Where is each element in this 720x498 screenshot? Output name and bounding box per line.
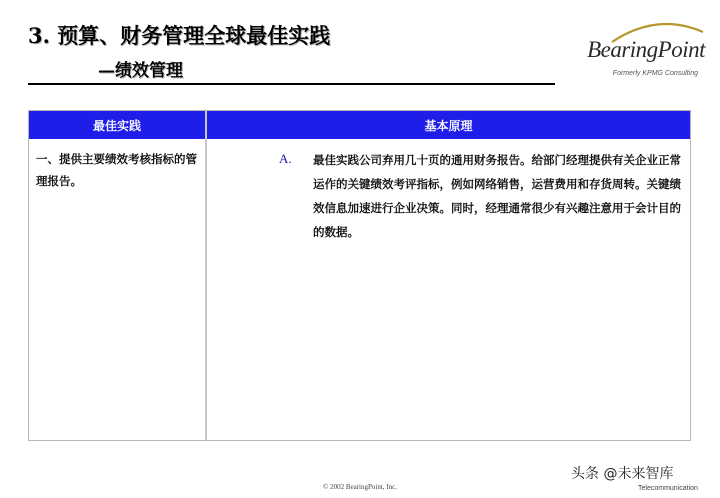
- column-header-principle: 基本原理: [207, 111, 690, 139]
- logo-wordmark: BearingPoint: [587, 37, 705, 62]
- principle-cell: 最佳实践公司弃用几十页的通用财务报告。给部门经理提供有关企业正常运作的关键绩效考评指标，例如网络销售，运营费用和存货周转。关键绩效信息加速进行企业决策。同时，经理通常很少有兴趣注意用于会计目的的数据。: [313, 153, 681, 239]
- column-divider: [205, 111, 207, 440]
- logo-tagline: Formerly KPMG Consulting: [612, 70, 698, 77]
- footer-sub-label: Telecommunication: [638, 485, 698, 492]
- company-logo: [570, 18, 705, 82]
- principle-marker: A.: [279, 151, 292, 166]
- page-subtitle: —绩效管理: [98, 61, 183, 81]
- practice-cell: 一、提供主要绩效考核指标的管理报告。: [36, 152, 197, 188]
- watermark: 头条 @未来智库: [571, 466, 674, 482]
- title-underline: [28, 83, 555, 85]
- copyright-footer: © 2002 BearingPoint, Inc.: [323, 483, 397, 491]
- column-header-practice: 最佳实践: [29, 111, 205, 139]
- page-title: 3. 预算、财务管理全球最佳实践: [28, 23, 331, 48]
- best-practice-table: [28, 110, 691, 441]
